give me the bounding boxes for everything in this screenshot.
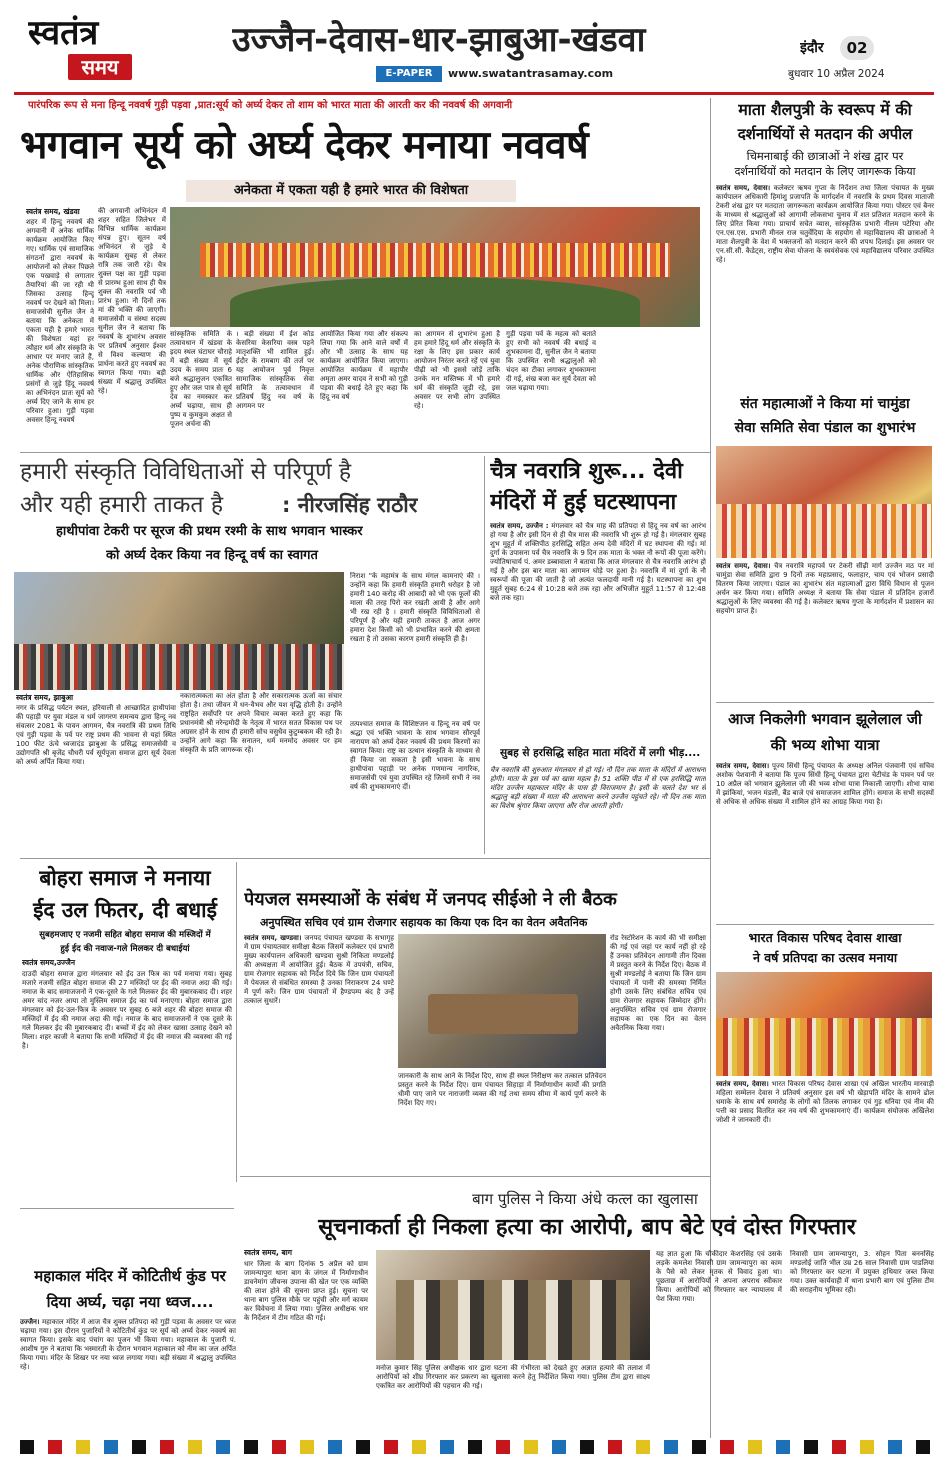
chamunda-photo: [716, 446, 932, 558]
page-number: 02: [840, 36, 874, 60]
registration-bar: [20, 1440, 930, 1454]
divider: [20, 452, 710, 453]
navratri-body-text: मंगलवार को चैत्र माह की प्रतिपदा से हिंदू नव वर्ष का आरंभ हो गया है और इसी दिन से ही चैत्र मास की नवरात्रि भी शुरू हो गई है। मंगलवार सुबह शुभ मुहूर्त में शक्तिपीठ हरसिद्धि सहित अन्य देवी मंदिरों में घट स्थापना की गई। मां दुर्गा के उपासना पर्व चैत्र नवरात्रि के 9 दिन तक माता के भक्त नौ रूपों की पूजा करेंगे। ज्योतिषाचार्य पं. अमर डब्बावाला ने बताया कि आज मंगलवार से चैत्र नवरात्रि आरंभ हो गई है और इस बार माता का आगमन घोड़े पर हुआ है। नवरात्रि में मां दुर्गा के नौ स्वरूपों की पूजा की जाती है जो अत्यंत फलदायी मानी गई है। घटस्थापना का शुभ मुहूर्त सुबह 6:24 से 10:28 बजे तक रहा और अभिजीत मुहूर्त 11:57 से 12:48 बजे तक रहा।: [490, 522, 706, 602]
bagh-dateline: स्वतंत्र समय, बाग: [244, 1248, 292, 1257]
bagh-photo-people: [396, 1280, 630, 1360]
chamunda-body-text: चैत्र नवरात्रि महापर्व पर टेकरी सीढ़ी मार्ग उज्जैन मठ पर मां चामुंडा सेवा समिति द्वारा 9 दिनों तक महाप्रसाद, फलाहार, चाय एवं भोजन प्रसादी वितरण किया जाएगा। पंडाल का शुभारंभ संत महात्माओं द्वारा विधि विधान से पूजन अर्चन कर किया गया। समिति अध्यक्ष ने बताया कि सेवा पंडाल में प्रतिदिन हजारों श्रद्धालुओं के लिए व्यवस्था की गई है। कलेक्टर ऋषव गुप्ता के मार्गदर्शन में प्रशासन का सहयोग प्राप्त है।: [716, 562, 934, 615]
peyjal-body-2: जानकारी के साथ आने के निर्देश दिए, साथ ही स्थल निरीक्षण कर तत्काल प्रतिवेदन प्रस्तुत करने के निर्देश दिए। ग्राम पंचायत सिहाड़ा में निर्माणाधीन कार्यों की प्रगति धीमी पाए जाने पर नाराजगी व्यक्त की गई तथा समय सीमा में कार्य पूर्ण करने के निर्देश दिए गए।: [398, 1072, 606, 1107]
sanskriti-col-2: नकारात्मकता का अंत होता है और सकारात्मक ऊर्जा का संचार होता है। तथा जीवन में धन-वैभव और यश वृद्धि होती है। उन्होंने राष्ट्रहित सर्वोपरि पर अपने विचार व्यक्त करते हुए कहा कि प्रधानमंत्री श्री नरेन्द्रमोदी के नेतृत्व में भारत सतत विकास पथ पर अग्रसर होने के साथ ही हमारी सोच वसुधैव कुटुम्बकम की रही है। उन्होंने आगे कहा कि सनातन, धर्म मनमोद अवसर पर हम संस्कृति के प्रति जागरूक रहें।: [180, 692, 342, 754]
shailputri-headline-1: माता शैलपुत्री के स्वरूप में की: [738, 100, 912, 119]
divider: [716, 702, 934, 703]
mahakal-body-text: महाकाल मंदिर में आज चैत्र शुक्ल प्रतिपदा को गुड़ी पड़वा के अवसर पर ध्वज चढ़ाया गया। इस दौरान पुजारियों ने कोटितीर्थ कुंड पर सूर्य को अर्घ्य देकर नववर्ष का स्वागत किया। इसके बाद पंचांग का पूजन भी किया गया। महाकाल के पुजारी पं. आशीष गुरु ने बताया कि भस्मारती के दौरान भगवान महाकाल को नीम का जल अर्पित किया गया। मंदिर के शिखर पर नया ध्वज लगाया गया। बड़ी संख्या में श्रद्धालु उपस्थित रहे।: [20, 1318, 236, 1371]
divider: [236, 862, 237, 1182]
epaper-label: E-PAPER: [376, 66, 442, 82]
logo-bottom-text: समय: [81, 55, 119, 79]
sanskriti-col-3: निराश "के महामंत्र के साथ मंगल कामनाएं की । उन्होंने कहा कि हमारी संस्कृति हमारी धरोहर है जो हमारी 140 करोड़ की आबादी को भी एक फूलों की माला की तरह पिरो कर रखती आयी है और आगे भी रख रही है । हमारी संस्कृति विविधिताओं से परिपूर्ण है और यही हमारी ताकत है आज अगर हमारा देश किसी को भी प्रभावित करने की क्षमता रखता है तो उसका कारण हमारी संस्कृति ही है।: [350, 572, 480, 643]
bagh-col-2: मनोज कुमार सिंह पुलिस अधीक्षक धार द्वारा घटना की गंभीरता को देखते हुए अज्ञात हत्यारे की तलाश में आरोपियों को शीघ्र गिरफ्तार कर प्रकरण का खुलासा करने हेतु निर्देशित किया गया। पुलिस टीम द्वारा साक्ष्य एकत्रित कर आरोपियों की पहचान की गई।: [376, 1364, 650, 1390]
peyjal-body-1: [244, 934, 394, 1170]
lead-col-1: शहर में हिन्दु नववर्ष की अगवानी में अनेक धार्मिक कार्यक्रम आयोजित किए गए। धार्मिक एवं सामाजिक संगठनों द्वारा नववर्ष के आयोजनों को लेकर पिछले एक पखवाड़े से लगातार तैयारियां की जा रही थी जिसका उत्साह हिन्दू नववर्ष पर देखने को मिला। समाजसेवी सुनील जैन ने बताया कि अनेकता में एकता यही है हमारे भारत की विशेषता यहां हर त्यौहार धर्म और संस्कृति के आधार पर मनाए जाते हैं, अनेक पौराणिक सांस्कृतिक धार्मिक और ऐतिहासिक प्रसंगों से जुड़े हिंदू नववर्ष का अभिनंदन प्रातः सूर्य को अर्घ्य दिए जाने के साथ हर परिवार हुआ। गुड़ी पड़वा अवसर हिन्दू नववर्ष: [26, 218, 94, 424]
navratri-headline-1: चैत्र नवरात्रि शुरू... देवी: [490, 459, 683, 484]
bohra-body: दाउदी बोहरा समाज द्वारा मंगलवार को ईद उल फित्र का पर्व मनाया गया। सुबह मजारे नजमी सहित बोहरा समाज की 27 मस्जिदों पर ईद की नमाज अदा की गई। नमाज के बाद समाजजनों ने एक-दूसरे के गले मिलकर ईद की मुबारकबाद दी। शहर अमर चांद नजर आया तो मुस्लिम समाज ईद का पर्व मनाएगा। बोहरा समाज द्वारा मंगलवार को ईद-उल-फित्र के अवसर पर सुबह 6 बजे शहर की बोहरा समाज की मस्जिदों में ईद की नमाज अदा की गई। नमाज के बाद समाजजनों ने एक दूसरे के गले मिलकर ईद की मुबारकबाद दी। बच्चों में ईद को लेकर खासा उत्साह देखने को मिला। शहर काजी ने बताया कि सभी मस्जिदों में ईद की नमाज की व्यवस्था की गई है।: [22, 970, 232, 1050]
lead-subhead-box: [186, 180, 516, 202]
bagh-kicker: बाग पुलिस ने किया अंधे कत्ल का खुलासा: [472, 1190, 698, 1208]
bharat-vikas-photo-crowd: [716, 1018, 932, 1076]
lead-photo-grass: [230, 277, 640, 327]
lead-photo-crowd: [200, 243, 670, 277]
masthead-rule: [14, 92, 934, 95]
mahakal-dateline: उज्जैन।: [20, 1318, 40, 1326]
logo-bottom-box: [68, 54, 132, 80]
mahakal-headline-2: दिया अर्घ्य, चढ़ा नया ध्वज....: [46, 1293, 214, 1311]
chamunda-headline-1: संत महात्माओं ने किया मां चामुंडा: [740, 396, 910, 412]
divider: [240, 1176, 710, 1177]
mahakal-headline-1: महाकाल मंदिर में कोटितीर्थ कुंड पर: [34, 1267, 226, 1285]
masthead: [0, 0, 945, 92]
logo-top-text: स्वतंत्र: [28, 14, 99, 52]
lead-col-4: । बड़ी संख्या में ईश कोड केसरिया केसरिया वस्त्र पहने मातृशक्ति भी शामिल हुई। ईदौर के रामबाग की तर्ज पर यह आयोजन पूर्व निवृत्त सामाजिक सांस्कृतिक सेवा समिति के तत्वावधान में प्रतिवर्ष हिंदु नव वर्ष के आगमन पर: [236, 330, 314, 410]
lead-col-2: की अगवानी अभिनंदन में शहर सहित जिलेभर में विभिन्न धार्मिक कार्यक्रम संपन्न हुए। सूतन वर्ष अभिनंदन से जुड़े ये कार्यक्रम सुबह से लेकर रात्रि तक जारी रहे। चैत्र शुक्ल पक्ष का गुड़ी पड़वा से प्रारम्भ हुआ साथ ही चैत्र शुक्ल की नवरात्रि पर्व भी प्रारंभ हुआ। नौ दिनों तक मां की भक्ति की जाएगी। समाजसेवी व संस्था सदस्य सुनील जैन ने बताया कि नववर्ष के शुभारंभ अवसर पर प्रतिवर्ष अनुसार ईश्वर से विश्व कल्याण की प्रार्थना करते हुए नववर्ष का स्वागत किया गया। बड़ी संख्या में श्रद्धालु उपस्थित रहे।: [98, 207, 166, 395]
navratri-italic: चैत्र नवरात्रि की शुरुआत मंगलवार से हो गई। नौ दिन तक माता के मंदिरों में आराधना होगी। माता के इस पर्व का खास महत्व है। 51 शक्ति पीठ में से एक हरसिद्धि माता मंदिर उज्जैन महाकाल मंदिर के पास ही विराजमान है। इसी के चलते देश भर से श्रद्धालु बड़ी संख्या में माता की आराधना करने उज्जैन पहुंचते रहे। नौ दिन तक माता का विशेष श्रृंगार किया जाएगा और रोज आरती होगी।: [490, 766, 706, 810]
lead-col-3: सांस्कृतिक समिति के तत्वावधान में खंडवा के इदय स्थल घंटाघर चौराहे में बड़ी संख्या में सूर्य उदय के समय प्रातः 6 बजे श्रद्धालुजन एकत्रित हुए और जल पात्र से सूर्य देव का नमस्कार कर अर्घ्य चढ़ाया, साथ ही पुष्प व कुमकुम अक्षत से पूजन अर्चना की: [170, 330, 232, 428]
sanskriti-speaker: : नीरजसिंह राठौर: [282, 493, 418, 517]
lead-col-5: आयोजित किया गया और संकल्प लिया गया कि आने वाले वर्षों में और भी उत्साह के साथ यह कार्यक्रम आयोजित किया जाएगा। आयोजित कार्यक्रम में महापौर अमृता अमर यादव ने सभी को गुड़ी पड़वा की बधाई देते हुए कहा कि हिंदू नव वर्ष: [320, 330, 408, 401]
jhulelal-body-text: पूज्य सिंधी हिन्दू पंचायत के अध्यक्ष अनिल पंजवानी एवं सचिव अशोक पेशवानी ने बताया कि पूज्य सिंधी हिन्दू पंचायत द्वारा चेटीचंड के पावन पर्व पर 10 अप्रैल को भगवान झूलेलाल जी की भव्य शोभा यात्रा निकाली जाएगी। शोभा यात्रा में झांकियां, भजन मंडली, बैंड बाजे एवं समाजजन शामिल होंगे। समाज के सभी सदस्यों से अधिक से अधिक संख्या में शामिल होने का आग्रह किया गया है।: [716, 762, 934, 806]
sanskriti-headline-1: हमारी संस्कृति विविधिताओं से परिपूर्ण है: [20, 459, 352, 485]
chamunda-dateline: स्वतंत्र समय, देवास।: [716, 562, 771, 570]
lead-kicker: पारंपरिक रूप से मना हिन्दू नववर्ष गुड़ी पड़वा ,प्रात:सूर्य को अर्घ्य देकर तो शाम को भारत माता की आरती कर की नववर्ष की अगवानी: [28, 100, 513, 111]
issue-date: बुधवार 10 अप्रैल 2024: [788, 68, 885, 80]
divider: [716, 924, 934, 925]
lead-photo: [170, 207, 700, 327]
bharat-vikas-headline-1: भारत विकास परिषद देवास शाखा: [748, 930, 902, 945]
sanskriti-col-1: नगर के प्रसिद्ध पर्यटन स्थल, हरियाली से आच्छादित हाथीपांवा की पहाड़ी पर युवा मंडल व धर्म जागरण समन्वय द्वारा हिन्दू नव संवत्सर 2081 के पावन आगमन, चैत्र नवरात्रि की प्रथम तिथि एवं गुड़ी पड़वा के पर्व पर राष्ट्र प्रथम की भावना से यहां स्थित 100 फीट ऊंचे ध्वजादंड झाबुआ के प्रसिद्ध समाजसेवी व उद्योगपति श्री बृजेंद्र चौधरी पर्व सूर्यपूजा समाज द्वारा सूर्य देवता को अर्घ्य अर्पित किया गया।: [16, 704, 176, 766]
shailputri-headline-2: दर्शनार्थियों से मतदान की अपील: [737, 125, 913, 143]
navratri-body: [490, 522, 706, 742]
bagh-col-1: धार जिला के बाग दिनांक 5 अप्रैल को ग्राम जामन्यापुरा थाना बाग के जंगल में निर्माणाधीन डावनेमांग जीवन्स उपान्स की खेत पर एक व्यक्ति की लाश होने की सूचना प्राप्त हुई। सूचना पर थाना बाग पुलिस मौके पर पहुंची और मर्ग कायम कर विवेचना में लिया गया। पुलिस अधीक्षक धार के निर्देशन में टीम गठित की गई।: [244, 1260, 368, 1322]
bharat-vikas-body: [716, 1080, 934, 1180]
shailputri-dateline: स्वतंत्र समय, देवास।: [716, 184, 771, 192]
mahakal-body: [20, 1318, 236, 1432]
jhulelal-headline-1: आज निकलेगी भगवान झूलेलाल जी: [728, 710, 922, 728]
shailputri-subhead-2: दर्शनार्थियों को मतदान के लिए जागरूक किया: [734, 165, 916, 178]
bohra-dateline: स्वतंत्र समय,उज्जैन: [22, 958, 75, 967]
divider: [20, 858, 710, 859]
navratri-subhead: सुबह से हरसिद्धि सहित माता मंदिरों में लगी भीड़....: [500, 747, 701, 759]
sanskriti-headline-2: और यही हमारी ताकत है: [20, 492, 224, 518]
lead-col-6: का आगमन से शुभारंभ हुआ है हम हमारे हिंदू धर्म और संस्कृति के रक्षा के लिए इस प्रकार कार्य आयोजन निरंतर करते रहें एवं युवा पीढ़ी को भी इससे जोड़ें ताकि उनके मन मस्तिष्क में भी हमारे धर्म की संस्कृति जुड़ी रहे, इस अवसर पर सभी लोग उपस्थित रहे।: [414, 330, 500, 410]
divider: [20, 1208, 234, 1209]
sanskriti-subhead-1: हाथीपांवा टेकरी पर सूरज की प्रथम रश्मी के साथ भगवान भास्कर: [56, 524, 363, 539]
peyjal-photo: [398, 934, 606, 1068]
sanskriti-col-4: तत्पश्चात समाज के विशिष्टजन व हिन्दू नव वर्ष पर श्रद्धा एवं भक्ति भावना के साथ भगवान सौरपूर्व नारायण को अर्घ्य देकर नववर्ष की प्रथम किरणों का स्वागत किया। राष्ट्र का उत्थान संस्कृति के माध्यम से ही किया जा सकता है इसी भावना के साथ हाथीपांवा पहाड़ी पर अनेक गणमान्य नागरिक, समाजसेवी एवं युवा उपस्थित रहे जिनमें सभी ने नव वर्ष की शुभकामनाएं दीं।: [350, 720, 480, 854]
chamunda-photo-crowd: [716, 504, 932, 558]
sanskriti-subhead-2: को अर्घ्य देकर किया नव हिन्दू वर्ष का स्वागत: [106, 548, 318, 563]
bohra-subhead-1: सुबहमजाए ए नजमी सहित बोहरा समाज की मस्जिदों में: [39, 930, 211, 940]
bohra-headline-1: बोहरा समाज ने मनाया: [39, 866, 211, 890]
lead-headline: भगवान सूर्य को अर्घ्य देकर मनाया नववर्ष: [20, 123, 589, 168]
bharat-vikas-body-text: भारत विकास परिषद देवास शाखा एवं अखिल भारतीय मारवाड़ी महिला सम्मेलन देवास ने प्रतिवर्ष अनुसार इस वर्ष भी खेड़ापति मंदिर के सामने ढोल धमाके के साथ वर्ष समारोह के लोगों को तिलक लगाकर एवं गुड़ धनिया एवं नीम की पत्ती का प्रसाद वितरित कर नव वर्ष की शुभकामनाएं दीं। कार्यक्रम संयोजक अखिलेश जोशी ने जानकारी दी।: [716, 1080, 934, 1124]
peyjal-photo-table: [428, 994, 578, 1034]
shailputri-subhead-1: चिमनाबाई की छात्राओं ने शंख द्वार पर: [746, 149, 904, 163]
peyjal-headline: पेयजल समस्याओं के संबंध में जनपद सीईओ ने ली बैठक: [244, 889, 617, 910]
epaper-bar: [376, 66, 776, 82]
jhulelal-body: [716, 762, 934, 922]
chamunda-body: [716, 562, 934, 702]
sanskriti-photo: [14, 572, 344, 690]
peyjal-subhead: अनुपस्थित सचिव एवं ग्राम रोजगार सहायक का किया एक दिन का वेतन अवैतनिक: [260, 916, 588, 929]
peyjal-dateline: स्वतंत्र समय, खण्डवा।: [244, 934, 302, 942]
jhulelal-dateline: स्वतंत्र समय, देवास।: [716, 762, 770, 770]
bagh-col-4: निवासी ग्राम जामन्यापुरा, 3. सोहन पिता बननसिंह मण्डलोई जाति भील उम्र 26 साल निवासी ग्राम पाडलिया को गिरफ्तार कर घटना में प्रयुक्त हथियार जब्त किया गया। उक्त कार्यवाही में थाना प्रभारी बाग एवं पुलिस टीम की सराहनीय भूमिका रही।: [790, 1250, 934, 1294]
navratri-dateline: स्वतंत्र समय, उज्जैन :: [490, 522, 549, 530]
bagh-col-3: यह ज्ञात हुआ कि चौकीदार केशरसिंह एवं उसके लड़के कमलेश निवासी ग्राम जामन्यापुरा का काम के पैसे को लेकर मृतक से विवाद हुआ था। पूछताछ में आरोपियों ने अपना अपराध स्वीकार किया। आरोपियों को गिरफ्तार कर न्यायालय में पेश किया गया।: [656, 1250, 782, 1303]
sanskriti-photo-crowd: [14, 644, 344, 690]
divider: [484, 456, 485, 854]
peyjal-body-3: रोड रेस्टोरेशन के कार्य की भी समीक्षा की गई एवं जहां पर कार्य नहीं हो रहे हैं उनका प्रतिवेदन आगामी तीन दिवस में प्रस्तुत करने के निर्देश दिए। बैठक में सुश्री मण्डलोई ने बताया कि जिन ग्राम पंचायतों में पानी की समस्या निर्मित होगी उसके लिए संबंधित सचिव एवं ग्राम रोजगार सहायक जिम्मेदार होंगे। अनुपस्थित सचिव एवं ग्राम रोजगार सहायक का एक दिन का वेतन अवैतनिक किया गया।: [610, 934, 706, 1032]
logo: [28, 14, 138, 84]
peyjal-body-1-text: जनपद पंचायत खण्डवा के सभागृह में ग्राम पंचायतवार समीक्षा बैठक जिसमें कलेक्टर एवं प्रभारी मुख्य कार्यपालन अधिकारी खण्डवा सुश्री निकिता मण्डलोई की अध्यक्षता में आयोजित हुई। बैठक में उपयंत्री, सचिव, ग्राम रोजगार सहायक को निर्देश दिये कि जिन ग्राम पंचायतों में पेयजल से संबंधित समस्या है उनका निराकरण 24 घण्टे में पूर्ण करें। जिन ग्राम पंचायतों में हैण्डपम्प बंद है उन्हें तत्काल सुधारें।: [244, 934, 394, 1005]
lead-subhead: अनेकता में एकता यही है हमारे भारत की विशेषता: [233, 183, 469, 198]
bharat-vikas-headline-2: ने वर्ष प्रतिपदा का उत्सव मनाया: [752, 950, 898, 965]
website-link[interactable]: www.swatantrasamay.com: [448, 67, 614, 80]
sanskriti-dateline: स्वतंत्र समय, झाबुआ: [16, 693, 74, 702]
bharat-vikas-dateline: स्वतंत्र समय, देवास।: [716, 1080, 769, 1088]
jhulelal-headline-2: की भव्य शोभा यात्रा: [770, 736, 880, 754]
bohra-subhead-2: हुई ईद की नवाज-गले मिलकर दी बधाईयां: [60, 944, 190, 954]
bagh-headline: सूचनाकर्ता ही निकला हत्या का आरोपी, बाप बेटे एवं दोस्त गिरफ्तार: [318, 1215, 856, 1240]
bharat-vikas-photo: [716, 972, 932, 1076]
lead-col-7: गुड़ी पड़वा पर्व के महत्व को बताते हुए सभी को नववर्ष की बधाई व शुभकामना दी, सुनील जैन ने बताया कि उपस्थित सभी श्रद्धालुओं को चंदन का टीका लगाकर शुभकामना दी गई, शंख बजा कर सूर्य देवता को जल चढ़ाया गया।: [506, 330, 596, 392]
shailputri-body: [716, 184, 934, 404]
lead-dateline: स्वतंत्र समय, खंडवा: [26, 207, 80, 216]
chamunda-headline-2: सेवा समिति सेवा पंडाल का शुभारंभ: [734, 420, 916, 436]
city-label: इंदौर: [800, 40, 824, 56]
bohra-headline-2: ईद उल फितर, दी बधाई: [33, 898, 217, 922]
bagh-photo: [376, 1250, 650, 1360]
navratri-headline-2: मंदिरों में हुई घटस्थापना: [490, 490, 677, 515]
shailputri-body-text: कलेक्टर ऋषव गुप्ता के निर्देशन तथा जिला पंचायत के मुख्य कार्यपालन अधिकारी हिमांशु प्रजापति के मार्गदर्शन में नवरात्रि के प्रथम दिवस माताजी टेकरी शंख द्वार पर मतदाता जागरूकता कार्यक्रम आयोजित किया गया। पोस्टर एवं बैनर के माध्यम से श्रद्धालुओं को आगामी लोकसभा चुनाव में शत प्रतिशत मतदान करने के लिए प्रेरित किया गया। प्राचार्य सचेत व्यास, सांस्कृतिक प्रभारी नीलम पटेरिया और एन.एस.एस. प्रभारी मीनल राज चतुर्वेदिया के सहयोग से महाविद्यालय की छात्राओं ने माता शैलपुत्री के वेश में भक्तजनों को मतदान करने की शपथ दिलाई। इस अवसर पर एन.सी.सी. कैडेट्स, राष्ट्रीय सेवा योजना के स्वयंसेवक एवं महाविद्यालय परिवार उपस्थित रहे।: [716, 184, 934, 264]
edition-title: उज्जैन-देवास-धार-झाबुआ-खंडवा: [232, 20, 646, 60]
